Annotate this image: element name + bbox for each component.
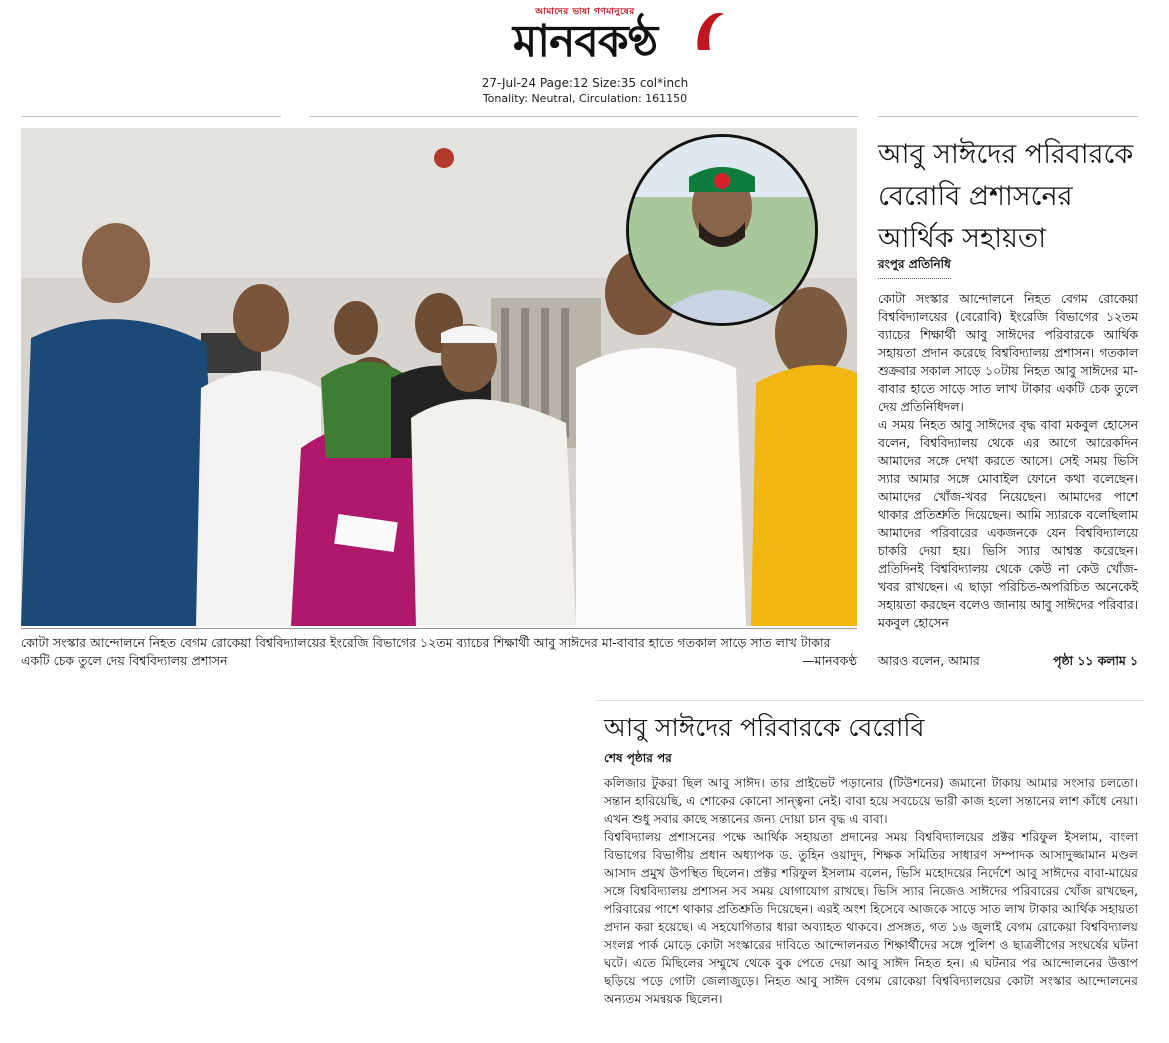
inset-portrait [626, 134, 818, 326]
caption-rule [21, 628, 857, 629]
inset-portrait-illustration [629, 137, 815, 323]
masthead-tagline: আমাদের ভাষা গণমানুষের [535, 7, 635, 17]
masthead [440, 4, 730, 70]
photo-credit: —মানবকণ্ঠ [802, 653, 857, 668]
article-byline: রংপুর প্রতিনিধি [878, 256, 951, 279]
continuation-byline: শেষ পৃষ্ঠার পর [604, 751, 672, 765]
article-jump [878, 653, 1138, 673]
newspaper-logo: মানবকণ্ঠ [512, 16, 658, 67]
jump-text: আরও বলেন, আমার [878, 654, 980, 668]
photo-caption [21, 634, 857, 670]
clipping-meta-size: 27-Jul-24 Page:12 Size:35 col*inch [481, 76, 689, 90]
photo-caption-text: কোটা সংস্কার আন্দোলনে নিহত বেগম রোকেয়া বিশ্ববিদ্যালয়ের ইংরেজি বিভাগের ১২তম ব্যাচের শিক্ষার্থী আবু সাঈদের মা-বাবার হাতে গতকাল সাড়ে সাত লাখ টাকার একটি চেক তুলে দেয় বিশ্ববিদ্যালয় প্রশাসন [21, 635, 831, 668]
divider [21, 116, 281, 117]
article-body [878, 290, 1138, 632]
article-headline: আবু সাঈদের পরিবারকে বেরোবি প্রশাসনের আর্থিক সহায়তা [878, 139, 1134, 254]
logo-swirl-icon [692, 6, 728, 56]
continuation-paragraph: কলিজার টুকরা ছিল আবু সাঈদ। তার প্রাইভেট পড়ানোর (টিউশনের) জমানো টাকায় আমার সংসার চলতো। সন্তান হারিয়েছি, এ শোকের কোনো সান্ত্বনা নেই। বাবা হয়ে সবচেয়ে ভারী কাজ হলো সন্তানের লাশ কাঁধে নেয়া। এখন শুধু সবার কাছে সন্তানের জন্য দোয়া চান বৃদ্ধ এ বাবা। [604, 776, 1138, 826]
continuation-paragraph: বিশ্ববিদ্যালয় প্রশাসনের পক্ষে আর্থিক সহায়তা প্রদানের সময় বিশ্ববিদ্যালয়ের প্রক্টর শরিফুল ইসলাম, বাংলা বিভাগের বিভাগীয় প্রধান অধ্যাপক ড. তুহিন ওয়াদুদ, শিক্ষক সমিতির সাধারণ সম্পাদক আসাদুজ্জামান মণ্ডল আসাদ প্রমুখ উপস্থিত ছিলেন। প্রক্টর শরিফুল ইসলাম বলেন, ভিসি মহোদয়ের নির্দেশে আবু সাঈদের বাবা-মায়ের সঙ্গে বিশ্ববিদ্যালয় প্রশাসন সব সময় যোগাযোগ রাখছে। ভিসি স্যার নিজেও সাঈদের পরিবারের খোঁজ রাখছেন, পরিবারের পাশে থাকার প্রতিশ্রুতি দিয়েছেন। এরই অংশ হিসেবে আজকে সাড়ে সাত লাখ টাকার আর্থিক সহায়তা প্রদান করা হয়েছে। এ সহযোগিতার ধারা অব্যাহত থাকবে। প্রসঙ্গত, গত ১৬ জুলাই বেগম রোকেয়া বিশ্ববিদ্যালয় সংলগ্ন পার্ক মোড়ে কোটা সংস্কারের দাবিতে আন্দোলনরত শিক্ষার্থীদের সঙ্গে পুলিশ ও ছাত্রলীগের সংঘর্ষের ঘটনা ঘটে। এতে মিছিলের সম্মুখে থেকে বুক পেতে দেয়া আবু সাঈদ নিহত হন। এ ঘটনার পর আন্দোলনের উত্তাপ ছড়িয়ে পড়ে গোটা জেলাজুড়ে। নিহত আবু সাঈদ বেগম রোকেয়া বিশ্ববিদ্যালয়ের কোটা সংস্কার আন্দোলনের অন্যতম সমন্বয়ক ছিলেন। [604, 830, 1138, 1006]
continuation-body [604, 774, 1138, 1008]
clipping-meta-circulation: Tonality: Neutral, Circulation: 161150 [482, 92, 688, 105]
divider [309, 116, 858, 117]
continuation-headline: আবু সাঈদের পরিবারকে বেরোবি [604, 713, 925, 742]
jump-reference: পৃষ্ঠা ১১ কলাম ১ [1053, 654, 1138, 668]
divider [878, 116, 1138, 117]
article-paragraph: এ সময় নিহত আবু সাঈদের বৃদ্ধ বাবা মকবুল হোসেন বলেন, বিশ্ববিদ্যালয় থেকে এর আগে আরেকদিন আমাদের সঙ্গে দেখা করতে আসে। সেই সময় ভিসি স্যার আমার সঙ্গে মোবাইল ফোনে কথা বলেছেন। আমাদের খোঁজ-খবর নিয়েছেন। আমাদের পাশে থাকার প্রতিশ্রুতি দিয়েছেন। আমি স্যারকে বলেছিলাম আমাদের পরিবারের একজনকে যেন বিশ্ববিদ্যালয়ে চাকরি দেয়া হয়। ভিসি স্যার আশ্বস্ত করেছেন। প্রতিদিনই বিশ্ববিদ্যালয় থেকে কেউ না কেউ খোঁজ-খবর রাখছেন। এ ছাড়া পরিচিত-অপরিচিত অনেকেই সহায়তা করছেন বলেও জানায় আবু সাঈদের পরিবার। মকবুল হোসেন [878, 418, 1138, 630]
article-paragraph: কোটা সংস্কার আন্দোলনে নিহত বেগম রোকেয়া বিশ্ববিদ্যালয়ের (বেরোবি) ইংরেজি বিভাগের ১২তম ব্যাচের শিক্ষার্থী আবু সাঈদের পরিবারকে আর্থিক সহায়তা প্রদান করেছে বিশ্ববিদ্যালয় প্রশাসন। গতকাল শুক্রবার সকাল সাড়ে ১০টায় নিহত আবু সাঈদের মা-বাবার হাতে সাড়ে সাত লাখ টাকার একটি চেক তুলে দেয় প্রতিনিধিদল। [878, 292, 1138, 414]
